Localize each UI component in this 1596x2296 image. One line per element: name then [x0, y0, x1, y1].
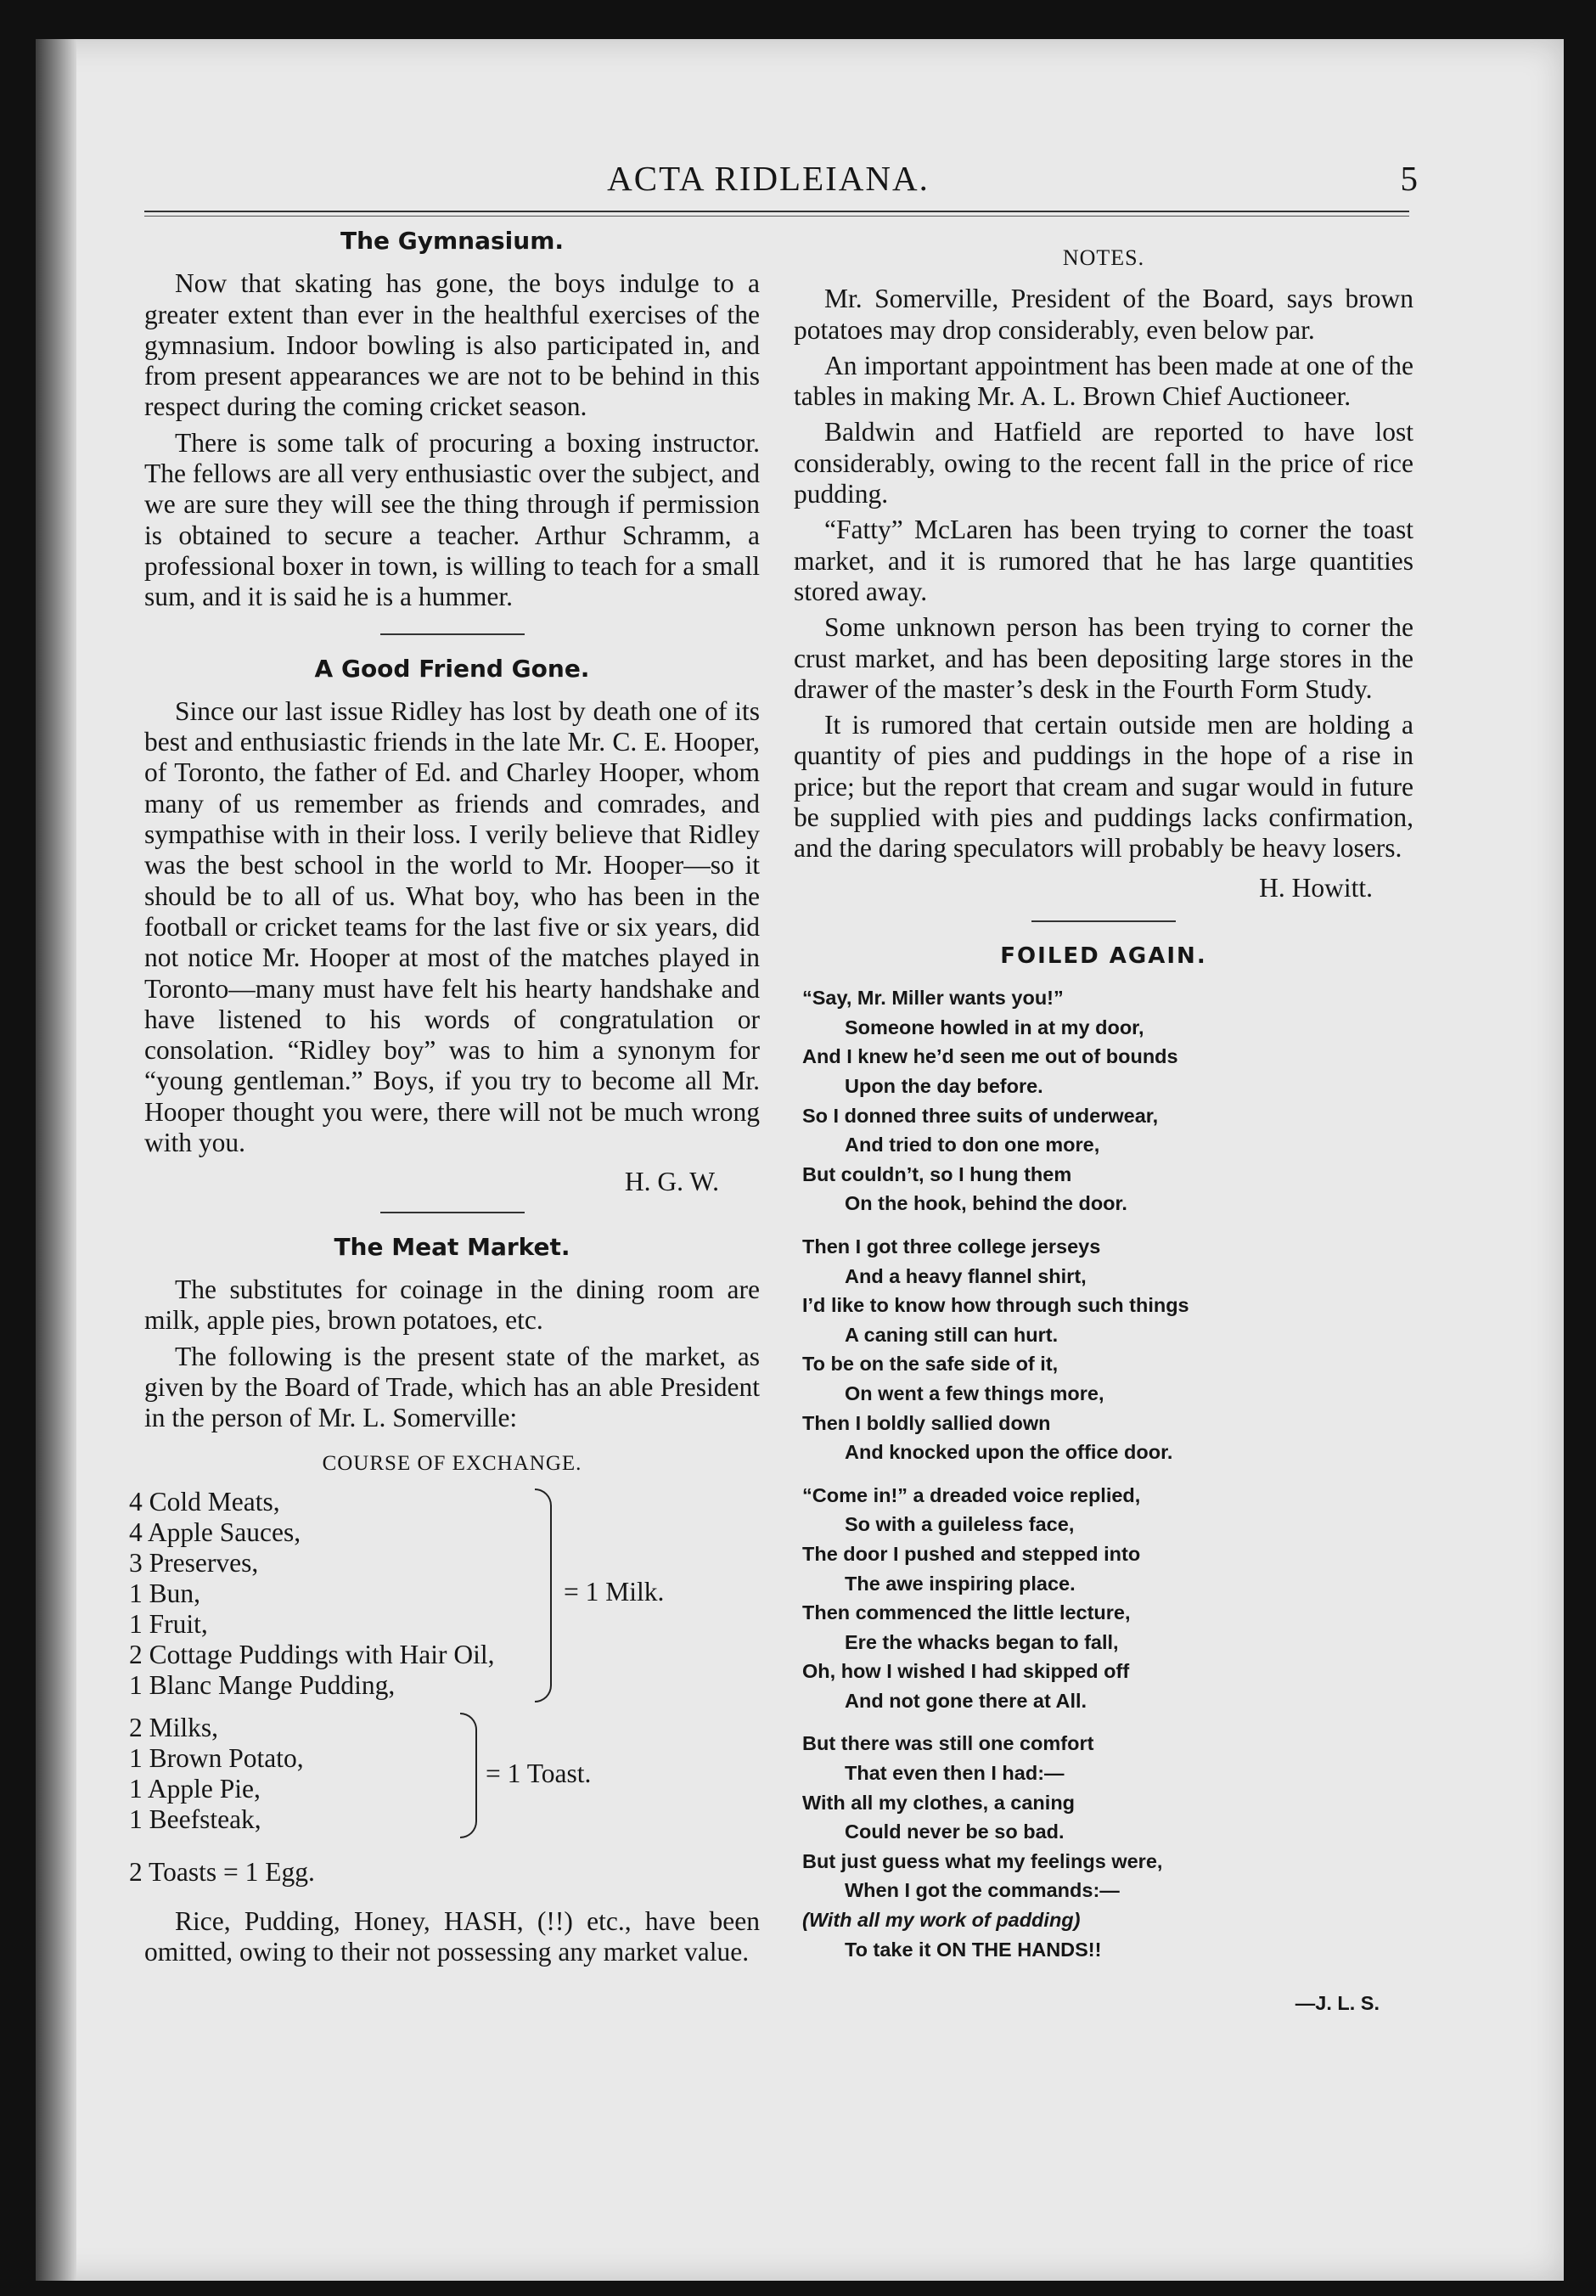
left-column [129, 226, 760, 1968]
section-divider [380, 1212, 525, 1213]
notes-paragraph: Mr. Somerville, President of the Board, says brown potatoes may drop considerably, even below par. [794, 284, 1413, 345]
meat-market-paragraph-1: The substitutes for coinage in the dining room are milk, apple pies, brown potatoes, etc. [144, 1274, 760, 1336]
exchange-item: 3 Preserves, [129, 1547, 259, 1578]
milk-exchange-group [129, 1487, 760, 1701]
gymnasium-heading: The Gymnasium. [340, 227, 565, 255]
notes-paragraph: Baldwin and Hatfield are reported to have lost considerably, owing to the recent fall in the price of rice pudding. [794, 417, 1413, 509]
poem-line: “Say, Mr. Miller wants you!” [802, 987, 1064, 1010]
poem-line: To be on the safe side of it, [802, 1353, 1059, 1376]
exchange-item: 1 Bun, [129, 1578, 201, 1608]
poem-line: But couldn’t, so I hung them [802, 1162, 1072, 1185]
poem-line: The door I pushed and stepped into [802, 1542, 1141, 1565]
toast-exchange-group [129, 1713, 760, 1835]
poem-line: And a heavy flannel shirt, [845, 1264, 1087, 1287]
notes-paragraph: It is rumored that certain outside men are holding a quantity of pies and puddings in the hope of a rise in price; but the report that cream and sugar would in future be supplied with pies and puddings lacks confirmation, and the daring speculators will probably be heavy losers. [794, 710, 1413, 864]
exchange-item: 1 Brown Potato, [129, 1742, 304, 1773]
poem-line: Then I got three college jerseys [802, 1235, 1101, 1258]
poem-line: The awe inspiring place. [845, 1572, 1076, 1595]
exchange-item: 1 Beefsteak, [129, 1804, 261, 1834]
exchange-item: 4 Cold Meats, [129, 1486, 280, 1517]
poem-line: “Come in!” a dreaded voice replied, [802, 1483, 1141, 1506]
notes-signature: H. Howitt. [1259, 872, 1373, 903]
exchange-item: 2 Milks, [129, 1712, 219, 1742]
good-friend-heading: A Good Friend Gone. [314, 654, 590, 683]
good-friend-signature: H. G. W. [624, 1167, 719, 1197]
notes-heading: NOTES. [1062, 245, 1145, 270]
notes-paragraph: Some unknown person has been trying to corner the crust market, and has been depositing large stores in the drawer of the master’s desk in the Fourth Form Study. [794, 612, 1413, 704]
header-rule [144, 211, 1409, 212]
gymnasium-paragraph-1: Now that skating has gone, the boys indulge to a greater extent than ever in the healthful exercises of the gymnasium. Indoor bowling is also participated in, and from present appearances we are not to be behind in this respect during the coming cricket season. [144, 268, 760, 422]
poem-line: And knocked upon the office door. [845, 1441, 1173, 1464]
poem-line: I’d like to know how through such things [802, 1294, 1189, 1317]
poem-line: So with a guileless face, [845, 1513, 1075, 1536]
exchange-item: 1 Apple Pie, [129, 1773, 261, 1804]
right-column [794, 243, 1413, 2019]
poem-line: And I knew he’d seen me out of bounds [802, 1045, 1178, 1068]
binding-shadow [36, 39, 76, 2281]
header-rule-thin [144, 216, 1409, 217]
poem-line: On went a few things more, [845, 1382, 1104, 1404]
poem-line: And not gone there at All. [845, 1689, 1087, 1712]
poem-line: Ere the whacks began to fall, [845, 1630, 1119, 1653]
poem-line: Then commenced the little lecture, [802, 1601, 1131, 1624]
poem-line: With all my clothes, a caning [802, 1791, 1076, 1814]
exchange-item: 2 Cottage Puddings with Hair Oil, [129, 1639, 495, 1669]
poem-line: Someone howled in at my door, [845, 1016, 1144, 1038]
poem-line: But just guess what my feelings were, [802, 1849, 1163, 1872]
exchange-item: 4 Apple Sauces, [129, 1517, 301, 1547]
notes-paragraph: An important appointment has been made at one of the tables in making Mr. A. L. Brown Chief Auctioneer. [794, 350, 1413, 412]
meat-market-heading: The Meat Market. [334, 1232, 570, 1261]
poem-line: Upon the day before. [845, 1075, 1043, 1098]
page-number: 5 [1400, 159, 1418, 198]
poem-line: So I donned three suits of underwear, [802, 1104, 1159, 1127]
poem-line: To take it ON THE HANDS!! [845, 1938, 1102, 1961]
toasts-line: 2 Toasts = 1 Egg. [129, 1856, 315, 1887]
meat-market-paragraph-2: The following is the present state of the market, as given by the Board of Trade, which has an able President in the person of Mr. L. Somerville: [144, 1341, 760, 1433]
poem-line: Could never be so bad. [845, 1820, 1065, 1843]
scan-border [0, 2282, 1596, 2296]
poem-line: When I got the commands:— [845, 1879, 1120, 1902]
poem-line: And tried to don one more, [845, 1134, 1100, 1156]
poem-line: A caning still can hurt. [845, 1323, 1059, 1346]
meat-market-paragraph-3: Rice, Pudding, Honey, HASH, (!!) etc., have been omitted, owing to their not possessing any market value. [144, 1905, 760, 1967]
section-divider [380, 633, 525, 635]
poem-line: Oh, how I wished I had skipped off [802, 1660, 1130, 1683]
poem-line: But there was still one comfort [802, 1732, 1094, 1755]
gymnasium-paragraph-2: There is some talk of procuring a boxing instructor. The fellows are all very enthusiastic over the subject, and we are sure they will see the thing through if permission is obtained to secure a teacher. Arthur Schramm, a professional boxer in town, is willing to teach for a small sum, and it is said he is a hummer. [144, 427, 760, 612]
running-title: ACTA RIDLEIANA. [607, 159, 930, 198]
poem-line: Then I boldly sallied down [802, 1411, 1051, 1434]
milk-equals: = 1 Milk. [564, 1576, 665, 1607]
page-header [127, 149, 1418, 217]
poem-signature: —J. L. S. [1295, 1992, 1380, 2015]
toast-equals: = 1 Toast. [486, 1758, 592, 1788]
poem-line: (With all my work of padding) [802, 1909, 1081, 1932]
poem-line: That even then I had:— [845, 1762, 1065, 1785]
milk-brace [535, 1488, 552, 1702]
poem-title: FOILED AGAIN. [1000, 943, 1207, 969]
notes-paragraph: “Fatty” McLaren has been trying to corner the toast market, and it is rumored that he has large quantities stored away. [794, 515, 1413, 606]
good-friend-paragraph: Since our last issue Ridley has lost by death one of its best and enthusiastic friends in the late Mr. C. E. Hooper, of Toronto, the father of Ed. and Charley Hooper, whom many of us remember as friends and comrades, and sympathise with in their loss. I verily believe that Ridley was the best school in the world to Mr. Hooper—so it should be to all of us. What boy, who has been in the football or cricket teams for the last five or six years, did not notice Mr. Hooper at most of the matches played in Toronto—many must have felt his hearty handshake and have listened to his words of congratulation or consolation. “Ridley boy” was to him a synonym for “young gentleman.” Boys, if you try to become all Mr. Hooper thought you were, there will not be much wrong with you. [144, 695, 760, 1158]
poem-line: On the hook, behind the door. [845, 1192, 1127, 1215]
exchange-heading: COURSE OF EXCHANGE. [322, 1452, 582, 1476]
poem-body [802, 983, 1413, 1964]
toast-brace [460, 1713, 477, 1838]
exchange-item: 1 Fruit, [129, 1608, 208, 1639]
section-divider [1031, 920, 1176, 922]
exchange-item: 1 Blanc Mange Pudding, [129, 1669, 396, 1700]
